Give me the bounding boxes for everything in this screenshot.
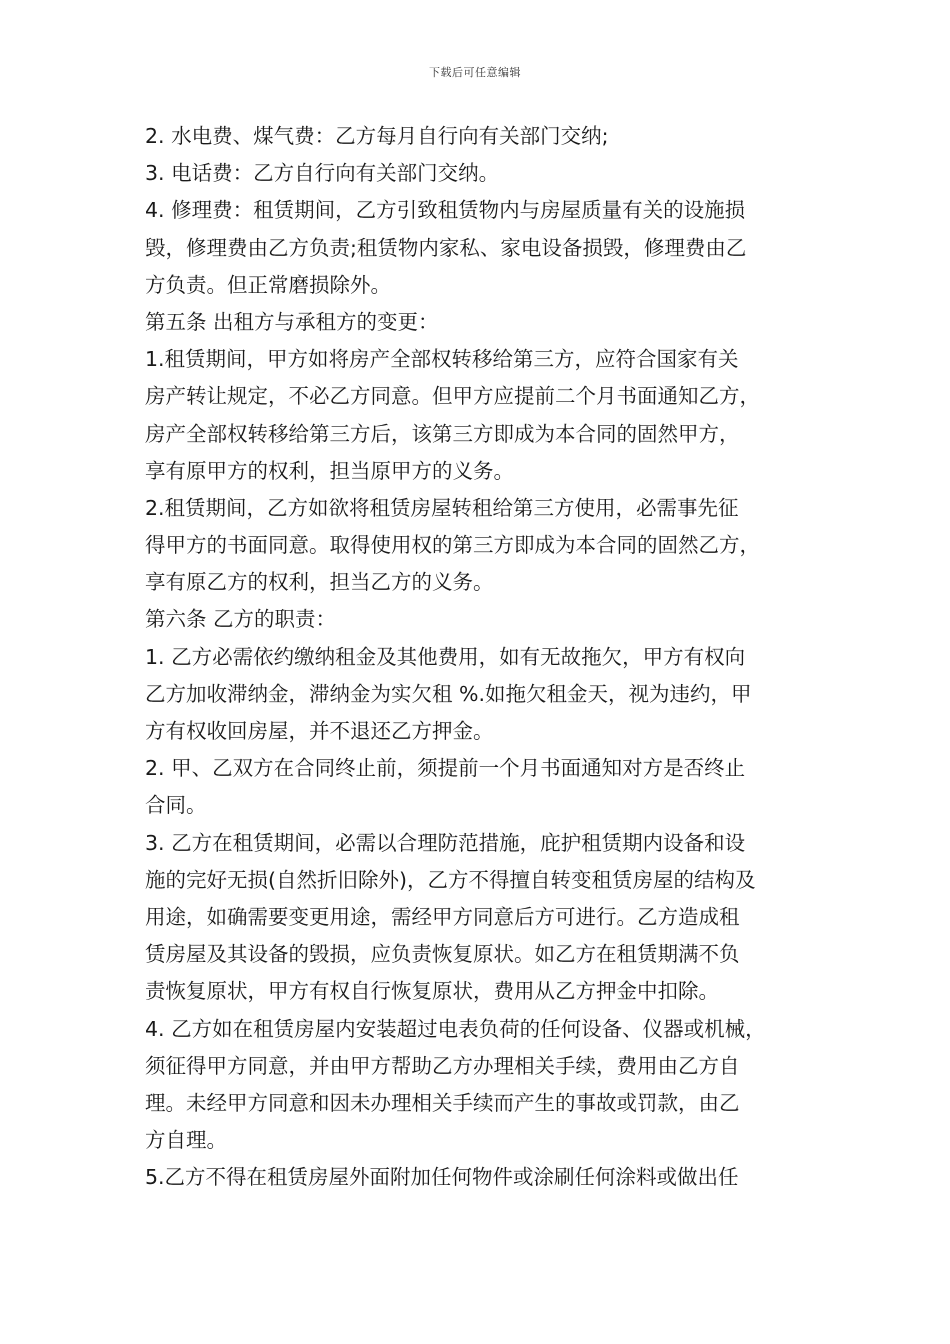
- text-line: 用途，如确需要变更用途，需经甲方同意后方可进行。乙方造成租: [145, 904, 740, 929]
- text-line: 5.乙方不得在租赁房屋外面附加任何物件或涂刷任何涂料或做出任: [145, 1165, 739, 1190]
- text-line: 3. 乙方在租赁期间，必需以合理防范措施，庇护租赁期内设备和设: [145, 830, 746, 855]
- page-header: 下载后可任意编辑: [429, 66, 521, 79]
- text-line: 方负责。但正常磨损除外。: [145, 272, 391, 297]
- section-heading: 第六条 乙方的职责：: [145, 607, 337, 632]
- text-line: 乙方加收滞纳金，滞纳金为实欠租 %.如拖欠租金天，视为违约，甲: [145, 681, 752, 706]
- text-line: 2. 甲、乙双方在合同终止前，须提前一个月书面通知对方是否终止: [145, 756, 746, 781]
- text-line: 理。未经甲方同意和因未办理相关手续而产生的事故或罚款，由乙: [145, 1090, 740, 1115]
- text-line: 赁房屋及其设备的毁损，应负责恢复原状。如乙方在租赁期满不负: [145, 942, 740, 967]
- text-line: 2.租赁期间，乙方如欲将租赁房屋转租给第三方使用，必需事先征: [145, 495, 739, 520]
- text-line: 享有原甲方的权利，担当原甲方的义务。: [145, 458, 514, 483]
- text-line: 3. 电话费：乙方自行向有关部门交纳。: [145, 161, 500, 186]
- document-body: [145, 118, 815, 1196]
- text-line: 施的完好无损(自然折旧除外)，乙方不得擅自转变租赁房屋的结构及: [145, 867, 756, 892]
- text-line: 方自理。: [145, 1128, 227, 1153]
- text-line: 房产转让规定，不必乙方同意。但甲方应提前二个月书面通知乙方，: [145, 384, 760, 409]
- text-line: 享有原乙方的权利，担当乙方的义务。: [145, 570, 494, 595]
- text-line: 4. 乙方如在租赁房屋内安装超过电表负荷的任何设备、仪器或机械，: [145, 1016, 766, 1041]
- text-line: 得甲方的书面同意。取得使用权的第三方即成为本合同的固然乙方，: [145, 533, 760, 558]
- text-line: 房产全部权转移给第三方后，该第三方即成为本合同的固然甲方，: [145, 421, 740, 446]
- text-line: 4. 修理费：租赁期间，乙方引致租赁物内与房屋质量有关的设施损: [145, 198, 746, 223]
- text-line: 责恢复原状，甲方有权自行恢复原状，费用从乙方押金中扣除。: [145, 979, 719, 1004]
- text-line: 须征得甲方同意，并由甲方帮助乙方办理相关手续，费用由乙方自: [145, 1053, 740, 1078]
- text-line: 毁，修理费由乙方负责;租赁物内家私、家电设备损毁，修理费由乙: [145, 235, 747, 260]
- text-line: 1. 乙方必需依约缴纳租金及其他费用，如有无故拖欠，甲方有权向: [145, 644, 746, 669]
- text-line: 方有权收回房屋，并不退还乙方押金。: [145, 719, 494, 743]
- section-heading: 第五条 出租方与承租方的变更：: [145, 309, 439, 334]
- text-line: 合同。: [145, 793, 207, 818]
- text-line: 2. 水电费、煤气费：乙方每月自行向有关部门交纳;: [145, 124, 609, 148]
- text-line: 1.租赁期间，甲方如将房产全部权转移给第三方，应符合国家有关: [145, 347, 739, 372]
